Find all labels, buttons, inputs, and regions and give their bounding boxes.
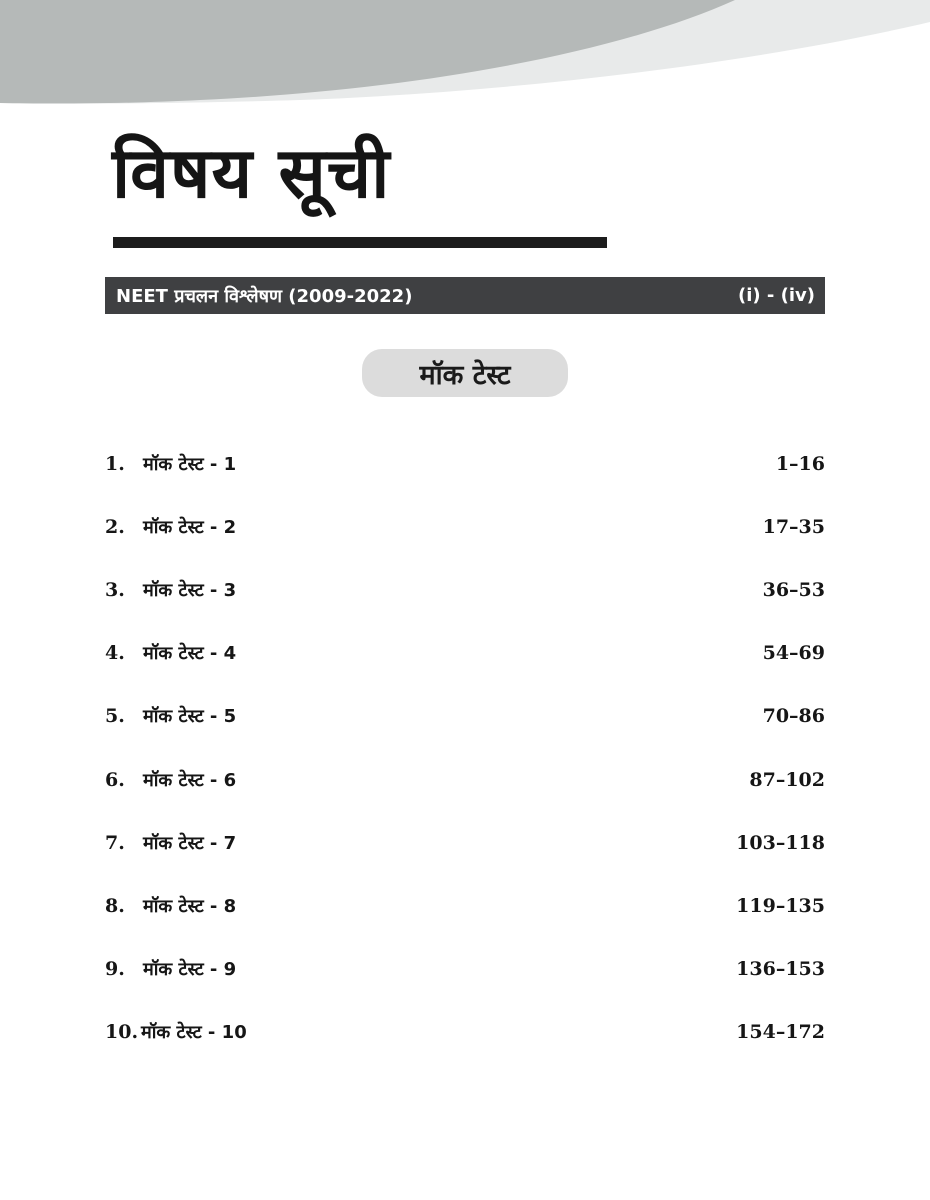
toc-item-pages: 119–135: [736, 894, 825, 917]
toc-item-title: मॉक टेस्ट - 4: [143, 643, 237, 665]
toc-item-number: 4.: [105, 642, 125, 665]
toc-item-title: मॉक टेस्ट - 8: [143, 895, 237, 917]
toc-item-number: 3.: [105, 578, 125, 601]
toc-item[interactable]: [105, 558, 825, 621]
toc-item-pages: 17–35: [762, 515, 825, 538]
toc-item[interactable]: [105, 874, 825, 937]
trend-analysis-pages: (i) - (iv): [738, 285, 815, 306]
trend-analysis-bar[interactable]: [105, 277, 825, 314]
toc-item-number: 10.: [105, 1021, 139, 1044]
toc-item-title: मॉक टेस्ट - 10: [141, 1022, 247, 1044]
toc-item-number: 1.: [105, 452, 125, 475]
toc-item[interactable]: [105, 938, 825, 1001]
title-underline: [113, 237, 607, 248]
toc-item-title: मॉक टेस्ट - 1: [143, 453, 237, 475]
toc-item-pages: 36–53: [762, 578, 825, 601]
toc-item-pages: 103–118: [736, 831, 825, 854]
toc-item[interactable]: [105, 622, 825, 685]
toc-item-title: मॉक टेस्ट - 2: [143, 516, 237, 538]
trend-analysis-label: NEET प्रचलन विश्लेषण (2009-2022): [116, 285, 413, 307]
toc-item-number: 7.: [105, 831, 125, 854]
toc-item-number: 8.: [105, 894, 125, 917]
toc-item-pages: 70–86: [762, 705, 825, 728]
toc-item-pages: 1–16: [775, 452, 825, 475]
toc-item[interactable]: [105, 811, 825, 874]
toc-item-number: 5.: [105, 705, 125, 728]
toc-item-title: मॉक टेस्ट - 6: [143, 769, 237, 791]
toc-item-number: 9.: [105, 958, 125, 981]
toc-list: [105, 432, 825, 1064]
toc-item-number: 6.: [105, 768, 125, 791]
toc-item-pages: 154–172: [736, 1021, 825, 1044]
toc-item-pages: 87–102: [749, 768, 825, 791]
toc-item[interactable]: [105, 495, 825, 558]
section-heading: मॉक टेस्ट: [419, 359, 511, 391]
toc-item[interactable]: [105, 748, 825, 811]
page-title: विषय सूची: [112, 132, 391, 214]
toc-item[interactable]: [105, 432, 825, 495]
toc-item-pages: 136–153: [736, 958, 825, 981]
toc-item-pages: 54–69: [762, 642, 825, 665]
header-swoosh: [0, 0, 930, 110]
toc-item-number: 2.: [105, 515, 125, 538]
toc-item-title: मॉक टेस्ट - 7: [143, 832, 237, 854]
toc-item-title: मॉक टेस्ट - 3: [143, 579, 237, 601]
toc-item-title: मॉक टेस्ट - 9: [143, 959, 237, 981]
toc-item-title: मॉक टेस्ट - 5: [143, 706, 237, 728]
toc-item[interactable]: [105, 685, 825, 748]
section-heading-pill: [362, 349, 568, 397]
toc-item[interactable]: [105, 1001, 825, 1064]
